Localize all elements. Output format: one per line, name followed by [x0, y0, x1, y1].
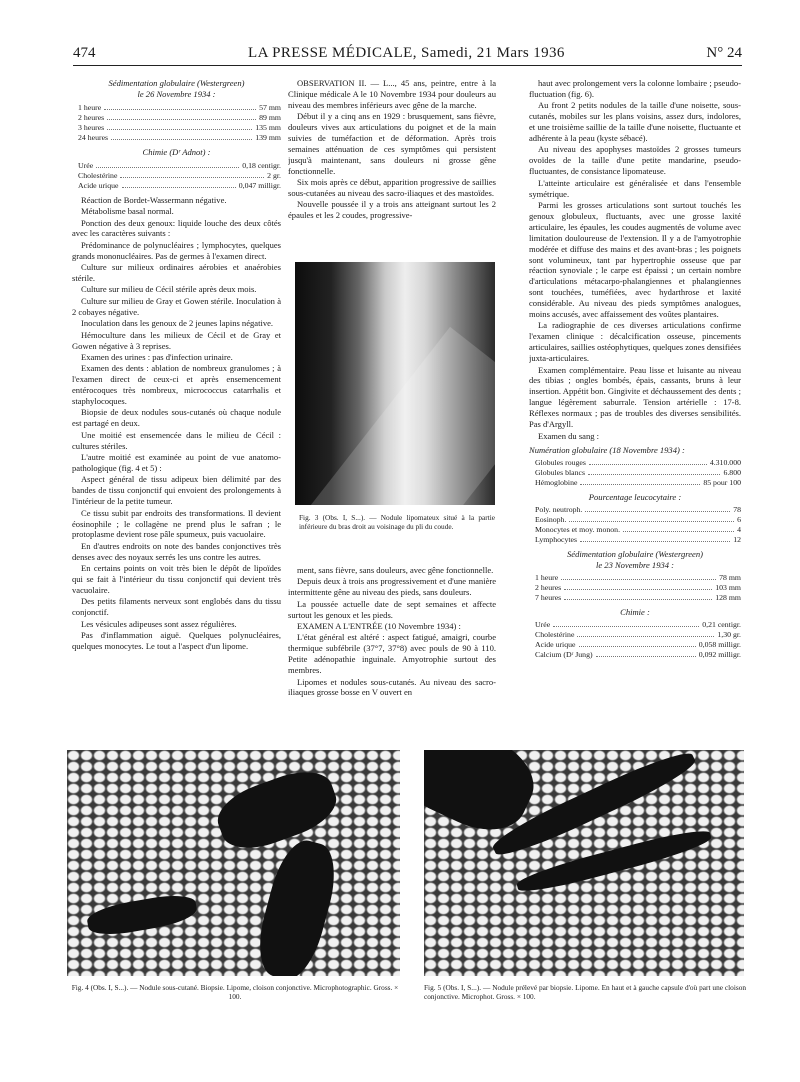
- paragraph: Examen des dents : ablation de nombreux granulomes ; à l'examen direct de ceux-ci et après ensemencement entérocoques très nombreux, micrococcus catarrhalis et staphylocoques.: [72, 363, 281, 407]
- row-value: 89 mm: [259, 112, 281, 122]
- value-row: [535, 505, 741, 515]
- figure-3-photo: [295, 262, 495, 505]
- leader-dots: [96, 161, 239, 168]
- row-label: Urée: [535, 619, 551, 629]
- paragraph: Nouvelle poussée il y a trois ans atteignant surtout les 2 épaules et les 2 coudes, progressive-: [288, 199, 496, 221]
- leader-dots: [580, 478, 700, 485]
- value-row: [78, 123, 281, 133]
- paragraph: OBSERVATION II. — L..., 45 ans, peintre, entre à la Clinique médicale A le 10 Novembre 1934 pour douleurs au niveau des membres inférieurs avec gêne de la marche.: [288, 78, 496, 110]
- leader-dots: [569, 515, 734, 522]
- paragraph: Inoculation dans les genoux de 2 jeunes lapins négative.: [81, 318, 274, 329]
- row-label: 2 heures: [78, 112, 105, 122]
- row-label: Cholestérine: [78, 170, 118, 180]
- row-value: 0,18 centigr.: [242, 160, 281, 170]
- column-1: [72, 78, 281, 652]
- paragraph: Culture sur milieux ordinaires aérobies et anaérobies stérile.: [72, 262, 281, 284]
- row-label: Eosinoph.: [535, 515, 567, 525]
- leader-dots: [579, 640, 696, 647]
- paragraph: La radiographie de ces diverses articulations confirme l'examen clinique : décalcification osseuse, pincements articulaires, saillies ostéophytiques, quelques zones densifiées juxta-articulaires.: [529, 320, 741, 364]
- chim-list-2: [529, 620, 741, 660]
- paragraph: Au front 2 petits nodules de la taille d'une noisette, sous-cutanés, mobiles sur les plans voisins, assez durs, indolores, et une troisième saillie de la taille d'une noisette, fluctuante et adhérente à la peau (kyste sébacé).: [529, 100, 741, 144]
- row-label: Acide urique: [78, 180, 119, 190]
- row-value: 85 pour 100: [703, 478, 741, 488]
- paragraph: L'atteinte articulaire est généralisée et dans l'ensemble symétrique.: [529, 177, 741, 199]
- paragraph: Biopsie de deux nodules sous-cutanés où chaque nodule est partagé en deux.: [72, 407, 281, 429]
- value-row: [78, 133, 281, 143]
- row-value: 78 mm: [719, 573, 741, 583]
- figure-5-micrograph: [424, 750, 744, 976]
- leader-dots: [553, 620, 699, 627]
- paragraph: En d'autres endroits on note des bandes conjonctives très denses avec des noyaux serrés les uns contre les autres.: [72, 540, 281, 562]
- value-row: [535, 478, 741, 488]
- paragraph: Une moitié est ensemencée dans le milieu de Cécil : cultures stériles.: [72, 429, 281, 451]
- leader-dots: [580, 535, 730, 542]
- paragraph: EXAMEN A L'ENTRÉE (10 Novembre 1934) :: [297, 621, 461, 632]
- leader-dots: [120, 171, 264, 178]
- value-row: [535, 593, 741, 603]
- value-row: [535, 515, 741, 525]
- row-value: 0,058 milligr.: [698, 639, 741, 649]
- page-header: [73, 44, 742, 66]
- row-value: 78: [733, 505, 741, 515]
- paragraph: Culture sur milieu de Cécil stérile après deux mois.: [81, 284, 257, 295]
- row-value: 1,30 gr.: [717, 629, 741, 639]
- leuco-title: Pourcentage leucocytaire :: [588, 492, 682, 503]
- row-value: 135 mm: [255, 122, 281, 132]
- num-list: [529, 458, 741, 488]
- journal-title: LA PRESSE MÉDICALE, Samedi, 21 Mars 1936: [248, 45, 565, 61]
- leader-dots: [104, 103, 256, 110]
- paragraph: Pas d'inflammation aiguë. Quelques polynucléaires, quelques monocytes. Le tout a l'aspect d'un lipome.: [72, 630, 281, 651]
- row-label: 24 heures: [78, 132, 109, 142]
- figure-4-micrograph: [67, 750, 400, 976]
- value-row: [535, 525, 741, 535]
- figure-4-caption: Fig. 4 (Obs. I, S...). — Nodule sous-cutané. Biopsie. Lipome, cloison conjonctive. Microphotographic. Gross. × 100.: [71, 983, 399, 1001]
- leader-dots: [561, 573, 716, 580]
- issue-number: N° 24: [706, 45, 742, 61]
- paragraph: Les vésicules adipeuses sont assez régulières.: [81, 618, 237, 629]
- chim-title: Chimie (Dʳ Adnot) :: [142, 146, 211, 157]
- value-row: [535, 630, 741, 640]
- paragraph: Ponction des deux genoux: liquide louche des deux côtés avec les caractères suivants :: [72, 217, 281, 239]
- paragraph: Examen des urines : pas d'infection urinaire.: [81, 351, 233, 362]
- sed-list-2: [529, 573, 741, 603]
- paragraph: haut avec prolongement vers la colonne lombaire ; pseudo-fluctuation (fig. 6).: [529, 78, 741, 99]
- row-label: Poly. neutroph.: [535, 505, 583, 515]
- paragraph: Début il y a cinq ans en 1929 : brusquement, sans fièvre, douleurs vives aux articulations du poignet et de la main suivies de tuméfaction et de déformation. Après trois semaines atténuation de ces symptômes qui persistent jusqu'à maintenant, sans douleurs ni grosse gêne fonctionnelle.: [288, 111, 496, 176]
- value-row: [535, 458, 741, 468]
- leader-dots: [588, 468, 720, 475]
- value-row: [535, 573, 741, 583]
- paragraph: Lipomes et nodules sous-cutanés. Au niveau des sacro-iliaques grosse bosse en V ouvert en: [288, 676, 496, 698]
- page-number: 474: [73, 45, 96, 61]
- value-row: [78, 103, 281, 113]
- row-label: 2 heures: [535, 583, 562, 593]
- row-label: Hémoglobine: [535, 478, 578, 488]
- figure-3-caption: Fig. 3 (Obs. I, S...). — Nodule lipomateux situé à la partie inférieure du bras droit au voisinage du pli du coude.: [299, 513, 495, 531]
- num-title: Numération globulaire (18 Novembre 1934) :: [529, 445, 685, 456]
- column-2-text-bottom: [288, 565, 496, 698]
- sed-date: le 26 Novembre 1934 :: [137, 88, 216, 99]
- sed-title-2: Sédimentation globulaire (Westergreen): [567, 549, 703, 560]
- row-label: 1 heure: [78, 102, 102, 112]
- leader-dots: [585, 505, 730, 512]
- row-value: 4.310.000: [709, 458, 741, 468]
- row-label: Lymphocytes: [535, 535, 578, 545]
- value-row: [535, 583, 741, 593]
- row-label: 1 heure: [535, 573, 559, 583]
- row-label: 7 heures: [535, 593, 562, 603]
- value-row: [535, 468, 741, 478]
- row-value: 12: [733, 535, 741, 545]
- column-3-text: [529, 78, 741, 441]
- row-value: 4: [737, 525, 741, 535]
- paragraph: Aspect général de tissu adipeux bien délimité par des bandes de tissu conjonctif qui envoient des prolongements à l'intérieur de la petite tumeur.: [72, 474, 281, 507]
- column-1-text: [72, 195, 281, 652]
- value-row: [78, 161, 281, 171]
- paragraph: Parmi les grosses articulations sont surtout touchés les genoux globuleux, fluctuants, avec une grosse laxité articulaire, les épaules, les coudes augmentés de volume avec limitation douloureuse de l'extension. Il y a de l'amyotrophie modérée et diffuse des mains et des avant-bras ; les poignets sont volumineux, tant par hypertrophie osseuse que par réaction synoviale ; le carpe est épaissi ; un certain nombre d'articulations métacarpo-phalangiennes et phalangiennes sont touchées, tuméfiées, avec hydarthrose et laxité considérable. Au niveau des pieds symptômes analogues, moins accusés, avec affaissement des voûtes plantaires.: [529, 199, 741, 320]
- row-value: 57 mm: [259, 102, 281, 112]
- row-label: Calcium (Dʳ Jung): [535, 649, 593, 659]
- row-value: 6: [737, 515, 741, 525]
- row-value: 6.800: [723, 468, 741, 478]
- value-row: [78, 113, 281, 123]
- sed-date-2: le 23 Novembre 1934 :: [595, 560, 674, 571]
- paragraph: La poussée actuelle date de sept semaines et affecte surtout les genoux et les pieds.: [288, 598, 496, 620]
- chim-title-2: Chimie :: [620, 607, 650, 618]
- leader-dots: [111, 133, 252, 140]
- row-value: 128 mm: [715, 593, 741, 603]
- paragraph: Culture sur milieu de Gray et Gowen stérile. Inoculation à 2 cobayes négative.: [72, 295, 281, 317]
- paragraph: Au niveau des apophyses mastoïdes 2 grosses tumeurs ovoïdes de la taille d'une petite mandarine, pseudo-fluctuantes, de consistance lipomateuse.: [529, 144, 741, 177]
- paragraph: L'autre moitié est examinée au point de vue anatomo-pathologique (fig. 4 et 5) :: [72, 452, 281, 473]
- row-value: 139 mm: [255, 132, 281, 142]
- paragraph: Examen du sang :: [538, 430, 600, 441]
- paragraph: Six mois après ce début, apparition progressive de saillies sous-cutanées au niveau des sacro-iliaques et des mastoïdes.: [288, 177, 496, 199]
- sed-title: Sédimentation globulaire (Westergreen): [108, 78, 245, 88]
- leader-dots: [577, 630, 714, 637]
- leader-dots: [107, 113, 256, 120]
- row-value: 103 mm: [715, 583, 741, 593]
- paragraph: ment, sans fièvre, sans douleurs, avec gêne fonctionnelle.: [297, 565, 494, 575]
- leader-dots: [623, 525, 734, 532]
- paragraph: Ce tissu subit par endroits des transformations. Il devient éosinophile ; le collagène ne prend plus le safran ; le protoplasme devient rose pâle spumeux, puis vacuolaire.: [72, 507, 281, 540]
- paragraph: Examen complémentaire. Peau lisse et luisante au niveau des tibias ; ongles bombés, épais, cassants, bruns à leur insertion. Appétit bon. Gingivite et déchaussement des dents ; langue légèrement saburrale. Tension artérielle : 17-8. Réflexes normaux ; pas de troubles des diverses sensibilités. Pas d'Argyll.: [529, 364, 741, 430]
- paragraph: En certains points on voit très bien le dépôt de lipoïdes qui se fait à l'intérieur du tissu conjonctif qui devient très vacuolaire.: [72, 563, 281, 595]
- row-label: Acide urique: [535, 639, 576, 649]
- chim-list: [72, 161, 281, 191]
- row-label: Monocytes et moy. monon.: [535, 525, 621, 535]
- leader-dots: [122, 181, 236, 188]
- row-value: 0,21 centigr.: [702, 619, 741, 629]
- value-row: [535, 650, 741, 660]
- row-label: 3 heures: [78, 122, 105, 132]
- row-label: Globules rouges: [535, 458, 586, 468]
- leader-dots: [564, 593, 712, 600]
- paragraph: Depuis deux à trois ans progressivement et d'une manière intermittente gêne au niveau des pieds, sans douleurs.: [288, 576, 496, 598]
- leader-dots: [564, 583, 712, 590]
- leader-dots: [589, 458, 707, 465]
- paragraph: Prédominance de polynucléaires ; lymphocytes, quelques grands mononucléaires. Pas de germes à l'examen direct.: [72, 239, 281, 261]
- leader-dots: [107, 123, 252, 130]
- value-row: [78, 181, 281, 191]
- paragraph: Réaction de Bordet-Wassermann négative.: [81, 194, 227, 205]
- paragraph: Des petits filaments nerveux sont englobés dans du tissu conjonctif.: [72, 596, 281, 618]
- row-label: Cholestérine: [535, 629, 575, 639]
- leader-dots: [596, 650, 696, 657]
- column-3: [529, 78, 741, 743]
- column-2-top: [288, 78, 496, 258]
- row-value: 0,047 milligr.: [238, 180, 281, 190]
- figure-5-caption: Fig. 5 (Obs. I, S...). — Nodule prélevé par biopsie. Lipome. En haut et à gauche capsule d'où part une cloison conjonctive. Microphot. Gross. × 100.: [424, 983, 746, 1001]
- column-2-bottom: [288, 565, 496, 750]
- paragraph: Hémoculture dans les milieux de Cécil et de Gray et Gowen négative à 3 reprises.: [72, 329, 281, 351]
- value-row: [535, 535, 741, 545]
- leuco-list: [529, 505, 741, 545]
- row-value: 2 gr.: [267, 170, 281, 180]
- value-row: [535, 620, 741, 630]
- row-label: Globules blancs: [535, 468, 586, 478]
- row-value: 0,092 milligr.: [698, 649, 741, 659]
- value-row: [535, 640, 741, 650]
- column-2-text: [288, 78, 496, 221]
- sed-list: [72, 103, 281, 143]
- paragraph: Métabolisme basal normal.: [81, 206, 174, 217]
- value-row: [78, 171, 281, 181]
- row-label: Urée: [78, 160, 94, 170]
- paragraph: L'état général est altéré : aspect fatigué, amaigri, courbe thermique subfébrile (37°7, 37°8) avec pouls de 90 à 110. Petite adénopathie inguinale. Amyotrophie surtout des membres.: [288, 632, 496, 676]
